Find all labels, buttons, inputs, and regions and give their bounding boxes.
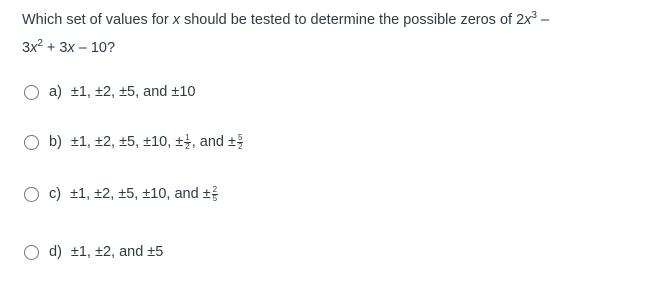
- answer-option-b[interactable]: [24, 130, 244, 154]
- answer-option-c[interactable]: [24, 182, 219, 206]
- answer-text: ±1, ±2, ±5, ±10, and ±: [70, 186, 211, 202]
- variable-x: x: [67, 40, 75, 56]
- answer-letter: c): [49, 186, 62, 202]
- radio-button-a[interactable]: [24, 85, 39, 100]
- exponent: 2: [37, 38, 43, 49]
- question-part: Which set of values for: [22, 12, 173, 28]
- question-part: 3: [22, 40, 31, 56]
- radio-button-d[interactable]: [24, 245, 39, 260]
- exponent: 3: [531, 10, 537, 21]
- question-text: [22, 6, 632, 62]
- fraction-one-half: [184, 134, 190, 151]
- variable-x: x: [30, 40, 38, 56]
- radio-button-c[interactable]: [24, 187, 39, 202]
- fraction-numerator: 2: [212, 184, 218, 194]
- answer-letter: b): [49, 134, 62, 150]
- answer-text: , and ±: [191, 134, 236, 150]
- answer-text: ±1, ±2, ±5, ±10, ±: [70, 134, 184, 150]
- fraction-denominator: 2: [185, 141, 190, 151]
- question-part: should be tested to determine the possible zeros of 2: [179, 12, 525, 28]
- question-part: – 10?: [74, 40, 116, 56]
- question-part: –: [536, 12, 550, 28]
- answer-text: ±1, ±2, ±5, and ±10: [70, 84, 196, 100]
- answer-text: ±1, ±2, and ±5: [70, 244, 164, 260]
- fraction-numerator: 5: [237, 132, 243, 142]
- radio-button-b[interactable]: [24, 135, 39, 150]
- fraction-five-halves: [237, 134, 243, 151]
- answer-option-a[interactable]: [24, 80, 195, 104]
- variable-x: x: [172, 12, 180, 28]
- answer-option-d[interactable]: [24, 240, 163, 264]
- fraction-denominator: 2: [237, 141, 243, 151]
- fraction-numerator: 1: [185, 132, 190, 142]
- fraction-two-fifths: [212, 186, 218, 203]
- answer-letter: a): [49, 84, 62, 100]
- answer-letter: d): [49, 244, 62, 260]
- question-part: + 3: [42, 40, 68, 56]
- variable-x: x: [524, 12, 532, 28]
- fraction-denominator: 5: [212, 193, 218, 203]
